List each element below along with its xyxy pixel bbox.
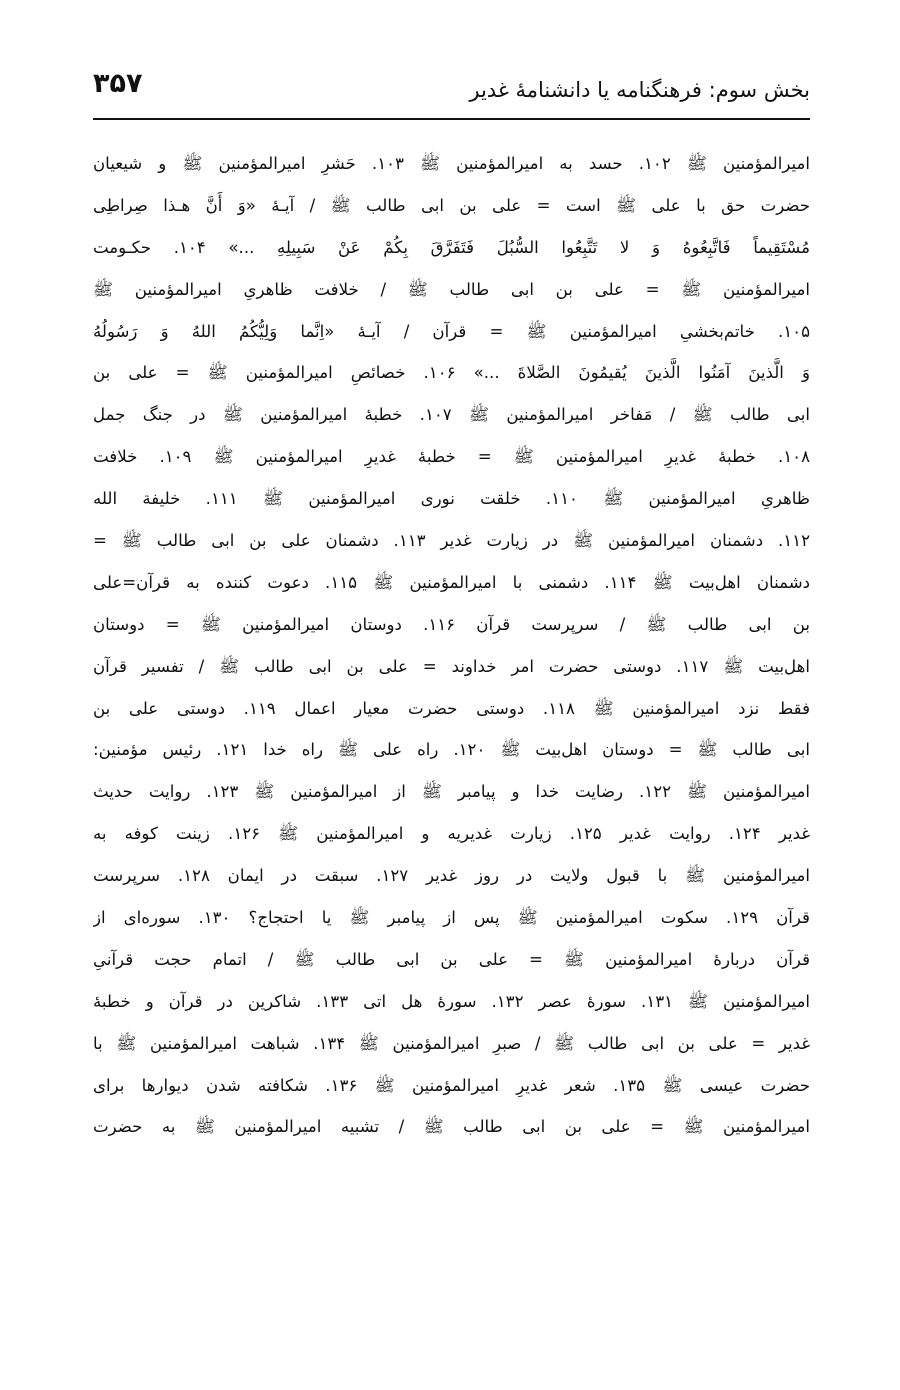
text-line: ظاهریِ امیرالمؤمنین ﷺ ۱۱۰. خلقت نوری امیرالمؤمنین ﷺ ۱۱۱. خلیفة الله (93, 489, 810, 509)
text-line: وَ الَّذینَ آمَنُوا الَّذینَ یُقیمُونَ الصَّلاةَ ...» ۱۰۶. خصائصِ امیرالمؤمنین ﷺ = علی بن (93, 363, 810, 383)
text-line: امیرالمؤمنین ﷺ ۱۲۲. رضایت خدا و پیامبر ﷺ از امیرالمؤمنین ﷺ ۱۲۳. روایت حدیث (93, 782, 810, 802)
text-line: دشمنان اهل‌بیت ﷺ ۱۱۴. دشمنی با امیرالمؤمنین ﷺ ۱۱۵. دعوت کننده به قرآن=علی (93, 572, 810, 592)
text-line: ۱۰۵. خاتم‌بخشیِ امیرالمؤمنین ﷺ = قرآن / آیـۀ «اِنَّما وَلِیُّکُمُ اللهُ وَ رَسُولُهُ (93, 321, 810, 341)
text-line: امیرالمؤمنین ﷺ = علی بن ابی طالب ﷺ / خلافت ظاهریِ امیرالمؤمنین ﷺ (93, 279, 810, 299)
text-line: حضرت عیسی ﷺ ۱۳۵. شعر غدیرِ امیرالمؤمنین ﷺ ۱۳۶. شکافته شدن دیوارها برای (93, 1075, 810, 1095)
text-line: ۱۰۸. خطبۀ غدیرِ امیرالمؤمنین ﷺ = خطبۀ غدیرِ امیرالمؤمنین ﷺ ۱۰۹. خلافت (93, 447, 810, 467)
text-line: فقط نزد امیرالمؤمنین ﷺ ۱۱۸. دوستی حضرت معیار اعمال ۱۱۹. دوستی علی بن (93, 698, 810, 718)
running-title: بخش سوم: فرهنگنامه یا دانشنامۀ غدیر (469, 78, 810, 102)
text-line: امیرالمؤمنین ﷺ ۱۰۲. حسد به امیرالمؤمنین ﷺ ۱۰۳. حَشرِ امیرالمؤمنین ﷺ و شیعیان (93, 154, 810, 173)
text-line: حضرت حق با علی ﷺ است = علی بن ابی طالب ﷺ / آیـۀ «وَ أَنَّ هـذا صِراطِی (93, 195, 810, 215)
text-line: امیرالمؤمنین ﷺ = علی بن ابی طالب ﷺ / تشبیه امیرالمؤمنین ﷺ به حضرت (93, 1117, 810, 1137)
text-line: غدیر = علی بن ابی طالب ﷺ / صبرِ امیرالمؤمنین ﷺ ۱۳۴. شباهت امیرالمؤمنین ﷺ با (93, 1033, 810, 1053)
text-line: ابی طالب ﷺ = دوستان اهل‌بیت ﷺ ۱۲۰. راه علی ﷺ راه خدا ۱۲۱. رئیس مؤمنین: (93, 740, 810, 760)
text-line: امیرالمؤمنین ﷺ ۱۳۱. سورۀ عصر ۱۳۲. سورۀ هل اتی ۱۳۳. شاکرین در قرآن و خطبۀ (93, 991, 810, 1011)
text-line: مُسْتَقِیماً فَاتَّبِعُوهُ وَ لا تَتَّبِعُوا السُّبُلَ فَتَفَرَّقَ بِکُمْ عَنْ سَبِیلِهِ ...» ۱۰۴. حکـومت (93, 237, 810, 257)
body-text (93, 143, 810, 1303)
text-line: غدیر ۱۲۴. روایت غدیر ۱۲۵. زیارت غدیریه و امیرالمؤمنین ﷺ ۱۲۶. زینت کوفه به (93, 824, 810, 844)
text-line: امیرالمؤمنین ﷺ با قبول ولایت در روز غدیر ۱۲۷. سبقت در ایمان ۱۲۸. سرپرست (93, 866, 810, 886)
page-header (93, 62, 810, 120)
text-line: ابی طالب ﷺ / مَفاخر امیرالمؤمنین ﷺ ۱۰۷. خطبۀ امیرالمؤمنین ﷺ در جنگ جمل (93, 405, 810, 425)
text-line: بن ابی طالب ﷺ / سرپرست قرآن ۱۱۶. دوستان امیرالمؤمنین ﷺ = دوستان (93, 614, 810, 634)
text-line: قرآن دربارۀ امیرالمؤمنین ﷺ = علی بن ابی طالب ﷺ / اتمام حجت قرآنیِ (93, 949, 810, 969)
text-line: قرآن ۱۲۹. سکوت امیرالمؤمنین ﷺ پس از پیامبر ﷺ یا احتجاج؟ ۱۳۰. سوره‌ای از (93, 908, 810, 928)
page-number: ۳۵۷ (93, 68, 143, 99)
text-line: اهل‌بیت ﷺ ۱۱۷. دوستی حضرت امر خداوند = علی بن ابی طالب ﷺ / تفسیر قرآن (93, 656, 810, 676)
text-line: ۱۱۲. دشمنان امیرالمؤمنین ﷺ در زیارت غدیر ۱۱۳. دشمنان علی بن ابی طالب ﷺ = (93, 531, 810, 551)
